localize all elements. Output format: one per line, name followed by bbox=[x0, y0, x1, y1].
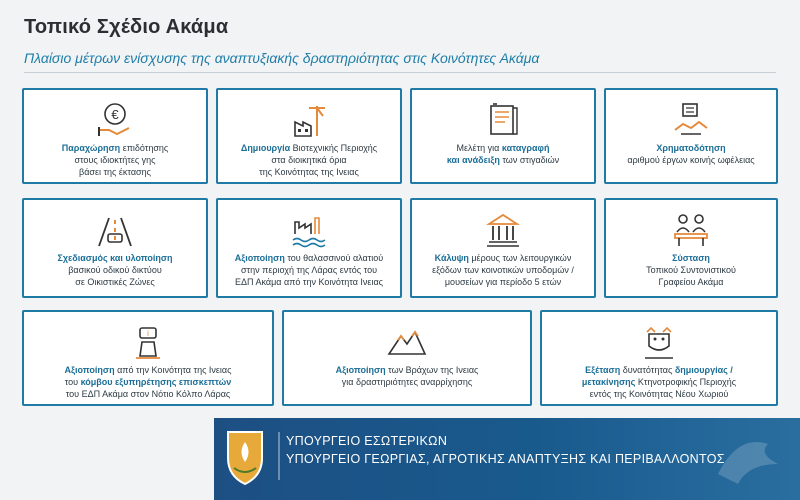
card-stigadia-study bbox=[410, 88, 596, 184]
card-museums-coverage bbox=[410, 198, 596, 298]
card-text-line bbox=[30, 142, 200, 154]
card-text-segment: δυνατότητας bbox=[620, 365, 675, 375]
svg-text:€: € bbox=[111, 107, 119, 122]
card-text bbox=[290, 364, 524, 388]
page-header bbox=[0, 0, 800, 80]
card-text-line bbox=[612, 252, 770, 264]
card-text bbox=[30, 142, 200, 178]
ministry-agriculture-label: ΥΠΟΥΡΓΕΙΟ ΓΕΩΡΓΙΑΣ, ΑΓΡΟΤΙΚΗΣ ΑΝΑΠΤΥΞΗΣ ΚΑΙ ΠΕΡΙΒΑΛΛΟΝΤΟΣ bbox=[286, 452, 725, 466]
funding-handshake-icon bbox=[671, 100, 711, 140]
card-text-segment: Βιοτεχνικής Περιοχής bbox=[290, 143, 378, 153]
card-text-highlight: μετακίνησης bbox=[581, 377, 636, 387]
card-text-highlight: Σύσταση bbox=[672, 253, 710, 263]
card-text-highlight: Αξιοποίηση bbox=[234, 253, 285, 263]
card-text-segment: Κτηνοτροφικής Περιοχής bbox=[635, 377, 737, 387]
card-livestock-area bbox=[540, 310, 778, 406]
card-text bbox=[548, 364, 770, 400]
card-text-line bbox=[290, 364, 524, 376]
card-text-line bbox=[290, 376, 524, 388]
cyprus-coat-of-arms-icon bbox=[224, 428, 266, 486]
card-text-line bbox=[30, 364, 266, 376]
card-text bbox=[612, 142, 770, 166]
svg-text:i: i bbox=[147, 329, 149, 338]
card-text bbox=[418, 252, 588, 288]
card-text-line bbox=[612, 276, 770, 288]
card-text-highlight: Κάλυψη bbox=[434, 253, 469, 263]
card-land-subsidy bbox=[22, 88, 208, 184]
card-text-line bbox=[224, 252, 394, 264]
card-text bbox=[612, 252, 770, 288]
card-text-line bbox=[548, 376, 770, 388]
page-title: Τοπικό Σχέδιο Ακάμα bbox=[24, 16, 229, 38]
card-text-highlight: Αξιοποίηση bbox=[335, 365, 386, 375]
card-text-line bbox=[224, 142, 394, 154]
card-text-segment: σε Οικιστικές Ζώνες bbox=[75, 277, 155, 287]
card-text-line bbox=[30, 154, 200, 166]
card-text bbox=[30, 252, 200, 288]
card-text-segment: Τοπικού Συντονιστικού bbox=[646, 265, 736, 275]
footer-divider bbox=[278, 432, 280, 480]
card-text-line bbox=[548, 388, 770, 400]
card-text-segment: στα διοικητικά όρια bbox=[271, 155, 347, 165]
card-text-line bbox=[418, 154, 588, 166]
dove-watermark-icon bbox=[708, 424, 788, 494]
card-text-segment: για δραστηριότητες αναρρίχησης bbox=[341, 377, 473, 387]
card-text-line bbox=[30, 388, 266, 400]
card-text-segment: εξόδων των κοινοτικών υποδομών / bbox=[432, 265, 574, 275]
card-text-line bbox=[224, 154, 394, 166]
museum-icon bbox=[483, 210, 523, 250]
card-text-segment: βάσει της έκτασης bbox=[79, 167, 151, 177]
page-subtitle: Πλαίσιο μέτρων ενίσχυσης της αναπτυξιακής δραστηριότητας στις Κοινότητες Ακάμα bbox=[24, 50, 540, 66]
meeting-table-icon bbox=[671, 210, 711, 250]
sea-salt-factory-icon bbox=[289, 210, 329, 250]
card-text-segment: επιδότησης bbox=[120, 143, 169, 153]
card-text-segment: των Βράχων της Ινειας bbox=[385, 365, 479, 375]
card-text-highlight: Σχεδιασμός και υλοποίηση bbox=[57, 253, 173, 263]
card-text-segment: Μελέτη για bbox=[456, 143, 502, 153]
card-text-line bbox=[418, 264, 588, 276]
card-text-segment: του θαλασσινού αλατιού bbox=[284, 253, 384, 263]
card-text-segment: μουσείων για περίοδο 5 ετών bbox=[444, 277, 562, 287]
card-text bbox=[224, 252, 394, 288]
card-text-segment: αριθμού έργων κοινής ωφέλειας bbox=[627, 155, 755, 165]
card-text-highlight: καταγραφή bbox=[501, 143, 550, 153]
card-industrial-area bbox=[216, 88, 402, 184]
card-text-highlight: Αξιοποίηση bbox=[64, 365, 115, 375]
card-text-segment: μέρους των λειτουργικών bbox=[468, 253, 572, 263]
card-text-segment: εντός της Κοινότητας Νέου Χωριού bbox=[589, 389, 729, 399]
card-text-line bbox=[612, 264, 770, 276]
card-public-works-funding bbox=[604, 88, 778, 184]
euro-hand-icon bbox=[95, 100, 135, 140]
card-text-segment: στους ιδιοκτήτες γης bbox=[74, 155, 156, 165]
card-text bbox=[418, 142, 588, 166]
card-text-line bbox=[418, 252, 588, 264]
card-text-line bbox=[418, 142, 588, 154]
card-text-line bbox=[30, 276, 200, 288]
card-text-segment: των στιγαδιών bbox=[499, 155, 560, 165]
card-text bbox=[30, 364, 266, 400]
card-text-highlight: Χρηματοδότηση bbox=[656, 143, 726, 153]
card-text-segment: βασικού οδικού δικτύου bbox=[68, 265, 162, 275]
card-text-segment: στην περιοχή της Λάρας εντός του bbox=[241, 265, 377, 275]
card-text-line bbox=[30, 376, 266, 388]
card-text-highlight: Παραχώρηση bbox=[61, 143, 121, 153]
ministry-footer bbox=[214, 418, 800, 500]
factory-crane-icon bbox=[289, 100, 329, 140]
blueprint-icon bbox=[483, 100, 523, 140]
card-climbing-rocks bbox=[282, 310, 532, 406]
card-text-line bbox=[548, 364, 770, 376]
road-car-icon bbox=[95, 210, 135, 250]
card-text-segment: Γραφείου Ακάμα bbox=[658, 277, 724, 287]
card-coordination-office bbox=[604, 198, 778, 298]
card-road-network bbox=[22, 198, 208, 298]
card-text-highlight: Δημιουργία bbox=[240, 143, 291, 153]
mountains-icon bbox=[387, 322, 427, 362]
card-text-highlight: Εξέταση bbox=[585, 365, 621, 375]
card-text-line bbox=[224, 264, 394, 276]
card-text-segment: ΕΔΠ Ακάμα από την Κοινότητα Ινειας bbox=[234, 277, 383, 287]
card-text-line bbox=[224, 166, 394, 178]
info-kiosk-icon bbox=[128, 322, 168, 362]
card-text-segment: του bbox=[64, 377, 81, 387]
card-text-line bbox=[612, 142, 770, 154]
card-text-highlight: δημιουργίας / bbox=[674, 365, 733, 375]
card-visitor-hub bbox=[22, 310, 274, 406]
card-text-highlight: και ανάδειξη bbox=[446, 155, 500, 165]
card-text bbox=[224, 142, 394, 178]
card-text-line bbox=[30, 252, 200, 264]
card-text-segment: της Κοινότητας της Ινειας bbox=[259, 167, 359, 177]
card-text-segment: του ΕΔΠ Ακάμα στον Νότιο Κόλπο Λάρας bbox=[65, 389, 231, 399]
card-text-highlight: κόμβου εξυπηρέτησης επισκεπτών bbox=[80, 377, 232, 387]
livestock-icon bbox=[639, 322, 679, 362]
card-text-line bbox=[224, 276, 394, 288]
header-divider bbox=[24, 72, 776, 73]
card-text-line bbox=[30, 166, 200, 178]
card-text-line bbox=[418, 276, 588, 288]
card-text-line bbox=[30, 264, 200, 276]
card-sea-salt bbox=[216, 198, 402, 298]
card-text-line bbox=[612, 154, 770, 166]
ministry-interior-label: ΥΠΟΥΡΓΕΙΟ ΕΣΩΤΕΡΙΚΩΝ bbox=[286, 434, 448, 448]
card-text-segment: από την Κοινότητα της Ινειας bbox=[114, 365, 232, 375]
